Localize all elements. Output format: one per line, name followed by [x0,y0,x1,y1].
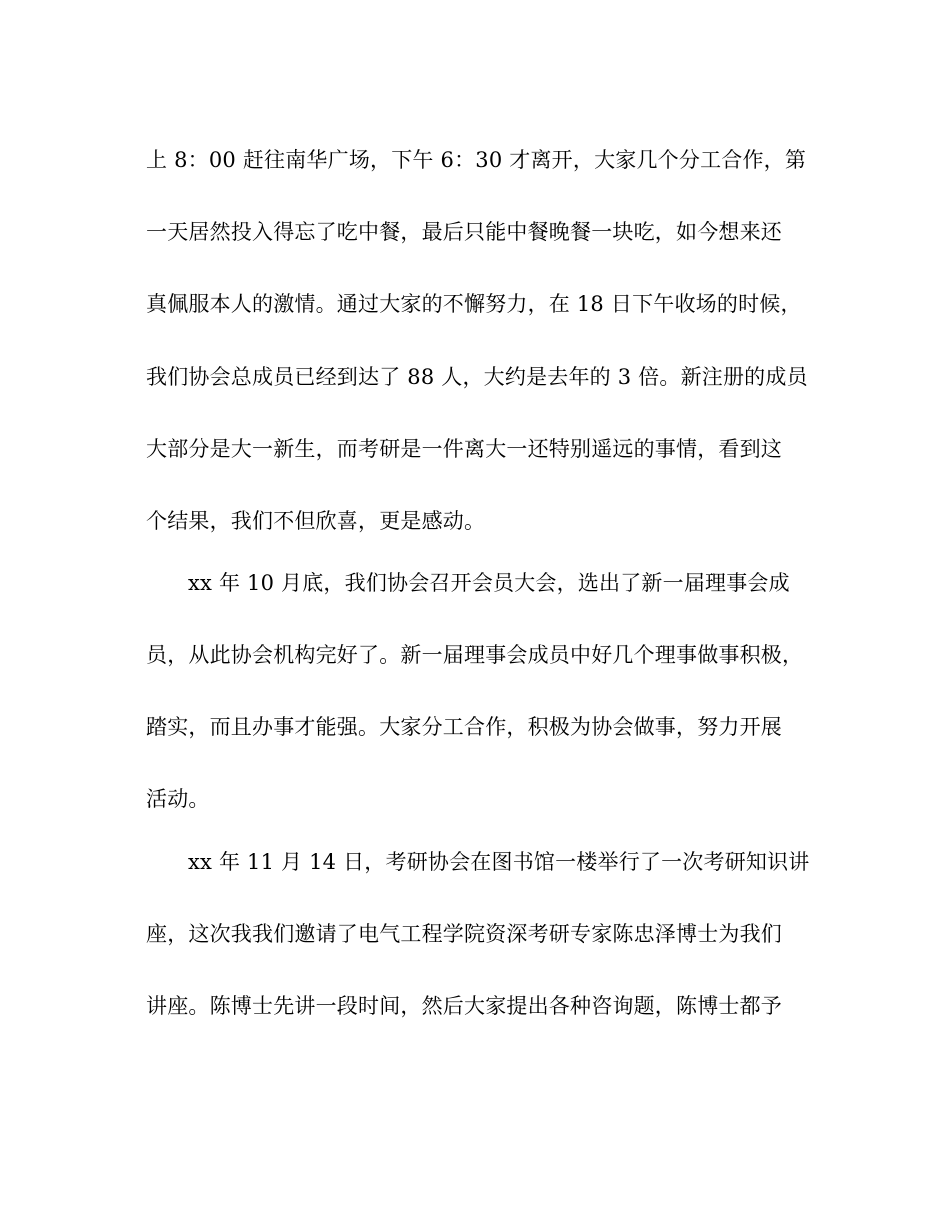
paragraph-first-line: xx 年 10 月底，我们协会召开会员大会，选出了新一届理事会成 [188,571,790,595]
text-line: 大部分是大一新生，而考研是一件离大一还特别遥远的事情，看到这 [146,437,782,461]
text-line: 讲座。陈博士先讲一段时间，然后大家提出各种咨询题，陈博士都予 [146,994,782,1018]
text-line: 上 8：00 赶往南华广场，下午 6：30 才离开，大家几个分工合作，第 [146,148,807,172]
text-line: 员，从此协会机构完好了。新一届理事会成员中好几个理事做事积极， [146,643,804,667]
text-line: 个结果，我们不但欣喜，更是感动。 [146,509,486,533]
text-line: 一天居然投入得忘了吃中餐，最后只能中餐晚餐一块吃，如今想来还 [146,220,782,244]
text-line: 座，这次我我们邀请了电气工程学院资深考研专家陈忠泽博士为我们 [146,922,782,946]
text-line: 踏实，而且办事才能强。大家分工合作，积极为协会做事，努力开展 [146,715,782,739]
paragraph-first-line: xx 年 11 月 14 日，考研协会在图书馆一楼举行了一次考研知识讲 [188,850,810,874]
text-line: 活动。 [146,787,210,811]
text-line: 真佩服本人的激情。通过大家的不懈努力，在 18 日下午收场的时候， [146,292,802,316]
text-line: 我们协会总成员已经到达了 88 人，大约是去年的 3 倍。新注册的成员 [146,365,808,389]
